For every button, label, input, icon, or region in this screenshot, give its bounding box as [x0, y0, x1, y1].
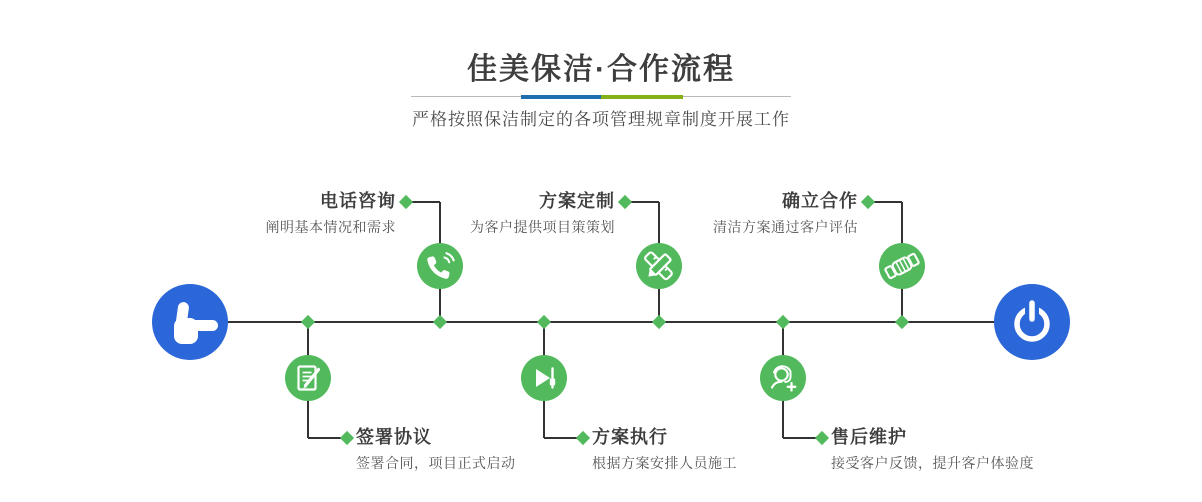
step-desc: 阐明基本情况和需求: [265, 219, 396, 235]
pointing-hand-icon: [152, 284, 228, 360]
label-node-diamond: [861, 195, 875, 209]
step-desc: 根据方案安排人员施工: [592, 455, 737, 471]
step-circle-phone: [417, 243, 463, 289]
divider-blue-segment: [521, 95, 601, 99]
timeline: [227, 321, 995, 323]
divider-gray-right: [683, 96, 791, 97]
step-desc: 清洁方案通过客户评估: [713, 219, 858, 235]
divider-gray-left: [411, 96, 521, 97]
headset-plus-icon: [760, 355, 806, 401]
step-title: 电话咨询: [320, 191, 396, 211]
timeline-node-diamond: [895, 315, 909, 329]
timeline-node-diamond: [301, 315, 315, 329]
play-slider-icon: [521, 355, 567, 401]
power-icon: [994, 284, 1070, 360]
step-desc: 签署合同，项目正式启动: [356, 455, 516, 471]
timeline-node-diamond: [537, 315, 551, 329]
step-title: 签署协议: [356, 427, 432, 447]
title-divider: [411, 95, 791, 99]
step-desc: 接受客户反馈，提升客户体验度: [831, 455, 1034, 471]
step-label-aftersale: [831, 426, 1111, 472]
step-title: 售后维护: [831, 427, 907, 447]
timeline-node-diamond: [652, 315, 666, 329]
step-title: 确立合作: [782, 191, 858, 211]
end-node: [994, 284, 1070, 360]
step-label-execute: [592, 426, 852, 472]
step-circle-execute: [521, 355, 567, 401]
pencil-ruler-icon: [636, 243, 682, 289]
step-circle-sign: [285, 355, 331, 401]
page-subtitle: 严格按照保洁制定的各项管理规章制度开展工作: [412, 110, 790, 129]
phone-icon: [417, 243, 463, 289]
divider-green-segment: [601, 95, 683, 99]
step-title: 方案执行: [592, 427, 668, 447]
step-label-cooperate: [618, 190, 858, 236]
step-label-sign: [356, 426, 616, 472]
step-circle-aftersale: [760, 355, 806, 401]
label-node-diamond: [340, 431, 354, 445]
step-title: 方案定制: [539, 191, 615, 211]
document-sign-icon: [285, 355, 331, 401]
timeline-node-diamond: [433, 315, 447, 329]
start-node: [152, 284, 228, 360]
page-title: 佳美保洁·合作流程: [467, 53, 735, 86]
step-desc: 为客户提供项目策策划: [470, 219, 615, 235]
timeline-node-diamond: [776, 315, 790, 329]
handshake-icon: [879, 243, 925, 289]
step-label-plan: [375, 190, 615, 236]
step-circle-cooperate: [879, 243, 925, 289]
step-label-phone: [156, 190, 396, 236]
step-circle-plan: [636, 243, 682, 289]
